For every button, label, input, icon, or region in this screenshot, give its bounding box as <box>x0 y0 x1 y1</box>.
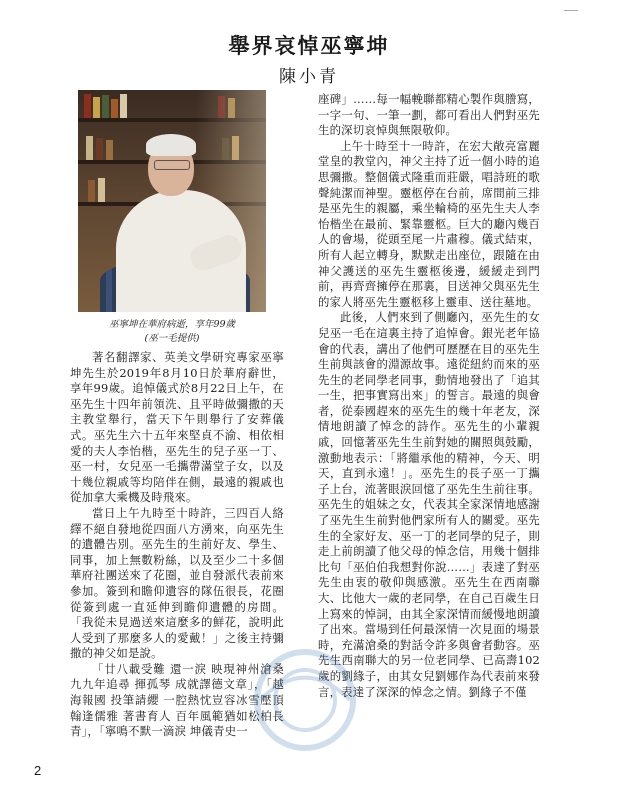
book <box>84 94 91 118</box>
paragraph: 著名翻譯家、英美文學研究專家巫寧坤先生於2019年8月10日於華府辭世，享年99歲。追悼儀式於8月22日上午，在巫先生十四年前領洗、且平時做彌撒的天主教堂舉行，當天下午則舉行了安葬儀式。巫先生六十五年來堅貞不渝、相依相愛的夫人李怡楷，巫先生的兒子巫一丁、巫一村，女兒巫一毛攜帶滿堂子女，以及十幾位親戚等均陪伴在側，最遠的親戚也從加拿大乘機及時飛來。 <box>70 350 284 505</box>
book <box>120 94 127 118</box>
photo-credit: (巫一毛提供) <box>144 333 200 344</box>
paragraph: 此後，人們來到了側廳內，巫先生的女兒巫一毛在這裏主持了追悼會。銀光老年協會的代表，講出了他們可歷歷在目的巫先生生前與該會的淵源故事。遠從紐約而來的巫先生的老同學老同事，動情地發出了「追其一生，把事實寫出來」的誓言。最遠的與會者，從泰國趕來的巫先生的幾十年老友，深情地朗讀了悼念的詩作。巫先生的小輩親戚，回憶著巫先生生前對她的關照與鼓勵，激動地表示：「將繼承他的精神，今天、明天，直到永遠！」。巫先生的長子巫一丁攜子上台，流著眼淚回憶了巫先生生前往事。巫先生的姐妹之女，代表其全家深情地感謝了巫先生生前對他們家所有人的關愛。巫先生的全家好友、巫一丁的老同學的兒子，則走上前朗讀了他父母的悼念信，用幾十個排比句「巫伯伯我想對你說……」表達了對巫先生由衷的敬仰與感激。巫先生在西南聯大、比他大一歲的老同學，在自己百歲生日上寫來的悼詞，由其全家深情而緩慢地朗讀了出來。當場到任何最深情一次見面的場景時，充滿滄桑的對話令許多與會者動容。巫先生西南聯大的另一位老同學、已高壽102歲的劉緣子，由其女兒劉娜作為代表前來發言，表達了深深的悼念之情。劉緣子不僅 <box>318 310 540 699</box>
paragraph: 當日上午九時至十時許，三四百人絡繹不絕自發地從四面八方湧來，向巫先生的遺體告別。巫先生的生前好友、學生、同事，加上無數粉絲，以及至少二十多個華府社團送來了花圈，並自發派代表前來參加。簽到和瞻仰遺容的隊伍很長，花圈從簽到處一直延伸到瞻仰遺體的房間。「我從未見過送來這麼多的鮮花，說明此人受到了那麼多人的愛戴！」之後主持彌撒的神父如是說。 <box>70 505 284 661</box>
article-author: 陳小青 <box>279 67 339 87</box>
photo-caption: 巫寧坤在華府病逝，享年99歲 <box>108 319 236 330</box>
book <box>88 180 95 202</box>
book <box>96 138 103 160</box>
book <box>86 136 93 160</box>
article-title: 舉界哀悼巫寧坤 <box>228 33 390 58</box>
portrait-photo <box>78 90 266 312</box>
person-hair <box>146 134 196 156</box>
book <box>111 99 118 118</box>
book <box>98 178 105 202</box>
page-corner-mark <box>564 10 578 21</box>
right-column <box>318 92 540 700</box>
left-column <box>70 350 284 740</box>
glasses <box>154 160 190 170</box>
paragraph: 座碑」……每一幅輓聯都精心製作與謄寫，一字一句、一筆一劃，都可看出人們對巫先生的深切哀悼與無限敬仰。 <box>318 92 540 138</box>
book <box>93 97 100 118</box>
paragraph: 「廿八載受難 還一淚 映現神州滄桑 九九年追尋 揮孤琴 成就譯德文章」，「越海報國 投筆請纓 一腔熱忱豈容冰雪壓頂 翰逢儒雅 著書育人 百年風範猶如松柏長青」，「寧鳴不默一滴淚 坤儀青史一 <box>70 661 284 739</box>
book <box>102 95 109 118</box>
paragraph: 上午十時至十一時許，在宏大敞亮富麗堂皇的教堂內，神父主持了近一個小時的追思彌撒。整個儀式隆重而莊嚴，唱詩班的歌聲純潔而神聖。靈柩停在台前，席間前三排是巫先生的親屬，乘坐輪椅的巫先生夫人李怡楷坐在最前、緊靠靈柩。巨大的廳內幾百人的會場，從頭至尾一片肅穆。儀式結束，所有人起立轉身，默默走出座位，跟隨在由神父護送的巫先生靈柩後邊，緩緩走到門前，再齊齊擁停在那裏，目送神父與巫先生的家人將巫先生靈柩移上靈車、送往墓地。 <box>318 138 540 309</box>
book <box>106 140 113 160</box>
page-number: 2 <box>34 763 42 778</box>
